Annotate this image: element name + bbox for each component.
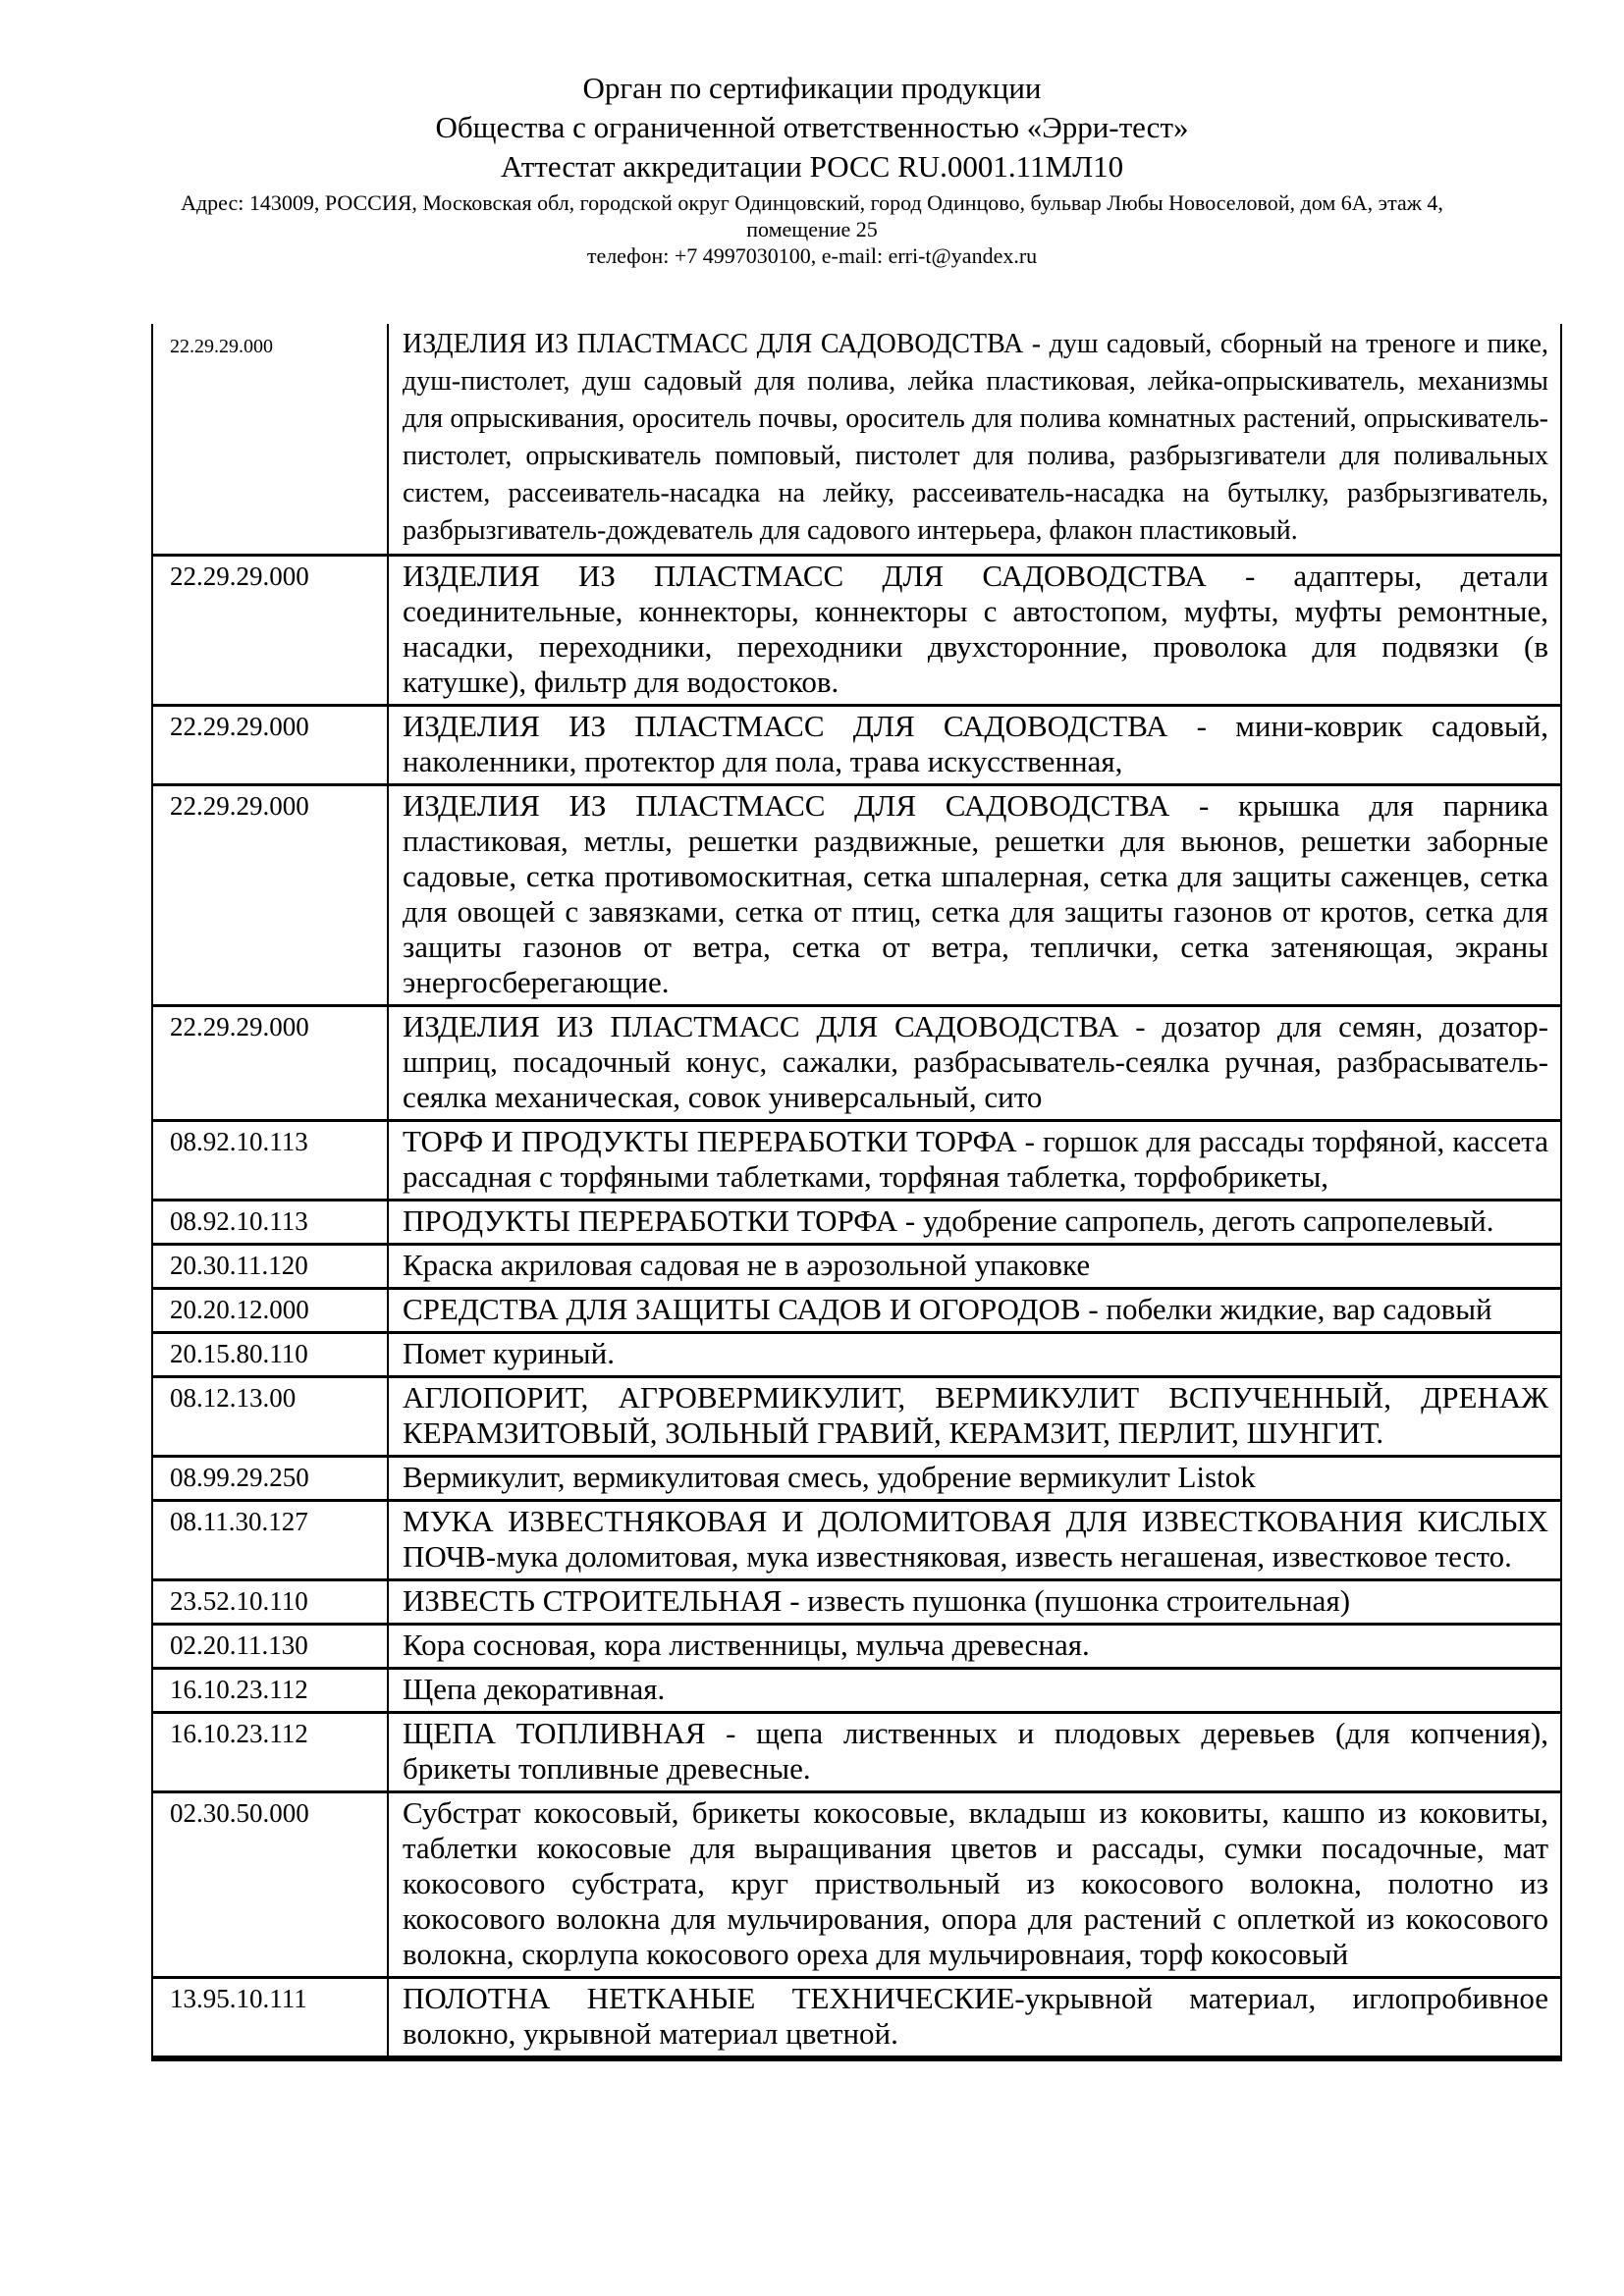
product-code-cell: 08.92.10.113 [152, 1121, 388, 1201]
table-row [152, 1121, 1561, 1201]
table-row [152, 1669, 1561, 1713]
table-row [152, 1792, 1561, 1978]
header-attestation-line: Аттестат аккредитации РОСС RU.0001.11МЛ10 [500, 149, 1124, 184]
table-row [152, 556, 1561, 706]
product-code-cell: 02.30.50.000 [152, 1792, 388, 1978]
table-row [152, 1289, 1561, 1333]
product-description-cell: ИЗДЕЛИЯ ИЗ ПЛАСТМАСС ДЛЯ САДОВОДСТВА - дозатор для семян, дозатор-шприц, посадочный конус, сажалки, разбрасыватель-сеялка ручная, разбрасыватель-сеялка механическая, совок универсальный, сито [388, 1006, 1561, 1121]
table-row [152, 324, 1561, 556]
product-description-cell: ТОРФ И ПРОДУКТЫ ПЕРЕРАБОТКИ ТОРФА - горшок для рассады торфяной, кассета рассадная с торфяными таблетками, торфяная таблетка, торфобрикеты, [388, 1121, 1561, 1201]
product-code-cell: 22.29.29.000 [152, 556, 388, 706]
header-company-line: Общества с ограниченной ответственностью «Эрри-тест» [435, 110, 1189, 144]
document-header [0, 0, 1624, 269]
product-code-cell: 20.15.80.110 [152, 1333, 388, 1377]
product-description-cell: ИЗДЕЛИЯ ИЗ ПЛАСТМАСС ДЛЯ САДОВОДСТВА - адаптеры, детали соединительные, коннекторы, коннекторы с автостопом, муфты, муфты ремонтные, насадки, переходники, переходники двухсторонние, проволока для подвязки (в катушке), фильтр для водостоков. [388, 556, 1561, 706]
table-row [152, 1978, 1561, 2059]
product-description-cell: Кора сосновая, кора лиственницы, мульча древесная. [388, 1625, 1561, 1669]
product-code-cell: 02.20.11.130 [152, 1625, 388, 1669]
product-description-cell: МУКА ИЗВЕСТНЯКОВАЯ И ДОЛОМИТОВАЯ ДЛЯ ИЗВЕСТКОВАНИЯ КИСЛЫХ ПОЧВ-мука доломитовая, мука известняковая, известь негашеная, известковое тесто. [388, 1501, 1561, 1580]
header-org-line: Орган по сертификации продукции [582, 71, 1042, 105]
product-code-cell: 16.10.23.112 [152, 1713, 388, 1792]
table-row [152, 1333, 1561, 1377]
table-row [152, 1625, 1561, 1669]
product-code-cell: 20.20.12.000 [152, 1289, 388, 1333]
product-code-cell: 16.10.23.112 [152, 1669, 388, 1713]
table-row [152, 1245, 1561, 1289]
product-description-cell: ИЗВЕСТЬ СТРОИТЕЛЬНАЯ - известь пушонка (пушонка строительная) [388, 1580, 1561, 1625]
table-row [152, 1501, 1561, 1580]
table-row [152, 1006, 1561, 1121]
product-description-cell: ИЗДЕЛИЯ ИЗ ПЛАСТМАСС ДЛЯ САДОВОДСТВА - крышка для парника пластиковая, метлы, решетки раздвижные, решетки для вьюнов, решетки заборные садовые, сетка противомоскитная, сетка шпалерная, сетка для защиты саженцев, сетка для овощей с завязками, сетка от птиц, сетка для защиты газонов от кротов, сетка для защиты газонов от ветра, сетка от ветра, теплички, сетка затеняющая, экраны энергосберегающие. [388, 785, 1561, 1006]
product-code-cell: 22.29.29.000 [152, 324, 388, 556]
table-row [152, 1713, 1561, 1792]
product-description-cell: ИЗДЕЛИЯ ИЗ ПЛАСТМАСС ДЛЯ САДОВОДСТВА - мини-коврик садовый, наколенники, протектор для пола, трава искусственная, [388, 706, 1561, 785]
product-description-cell: ПОЛОТНА НЕТКАНЫЕ ТЕХНИЧЕСКИЕ-укрывной материал, иглопробивное волокно, укрывной материал цветной. [388, 1978, 1561, 2059]
product-description-cell: АГЛОПОРИТ, АГРОВЕРМИКУЛИТ, ВЕРМИКУЛИТ ВСПУЧЕННЫЙ, ДРЕНАЖ КЕРАМЗИТОВЫЙ, ЗОЛЬНЫЙ ГРАВИЙ, КЕРАМЗИТ, ПЕРЛИТ, ШУНГИТ. [388, 1377, 1561, 1457]
header-address: Адрес: 143009, РОССИЯ, Московская обл, городской округ Одинцовский, город Одинцово, бульвар Любы Новоселовой, дом 6А, этаж 4, помещение 25 [181, 190, 1443, 241]
product-description-cell: Щепа декоративная. [388, 1669, 1561, 1713]
product-code-cell: 08.12.13.00 [152, 1377, 388, 1457]
product-code-cell: 08.92.10.113 [152, 1201, 388, 1245]
table-row [152, 1580, 1561, 1625]
product-description-cell: ЩЕПА ТОПЛИВНАЯ - щепа лиственных и плодовых деревьев (для копчения), брикеты топливные древесные. [388, 1713, 1561, 1792]
product-code-cell: 08.99.29.250 [152, 1457, 388, 1501]
table-row [152, 1201, 1561, 1245]
table-row [152, 1377, 1561, 1457]
product-code-cell: 22.29.29.000 [152, 1006, 388, 1121]
product-description-cell: Помет куриный. [388, 1333, 1561, 1377]
product-description-cell: Краска акриловая садовая не в аэрозольной упаковке [388, 1245, 1561, 1289]
header-phone: телефон: +7 4997030100, e-mail: erri-t@yandex.ru [586, 243, 1038, 268]
product-code-cell: 22.29.29.000 [152, 785, 388, 1006]
product-description-cell: ПРОДУКТЫ ПЕРЕРАБОТКИ ТОРФА - удобрение сапропель, деготь сапропелевый. [388, 1201, 1561, 1245]
product-description-cell: ИЗДЕЛИЯ ИЗ ПЛАСТМАСС ДЛЯ САДОВОДСТВА - душ садовый, сборный на треноге и пике, душ-пистолет, душ садовый для полива, лейка пластиковая, лейка-опрыскиватель, механизмы для опрыскивания, ороситель почвы, ороситель для полива комнатных растений, опрыскиватель-пистолет, опрыскиватель помповый, пистолет для полива, разбрызгиватели для поливальных систем, рассеиватель-насадка на лейку, рассеиватель-насадка на бутылку, разбрызгиватель, разбрызгиватель-дождеватель для садового интерьера, флакон пластиковый. [403, 329, 1548, 546]
table-row [152, 785, 1561, 1006]
product-code-cell: 20.30.11.120 [152, 1245, 388, 1289]
product-description-cell: СРЕДСТВА ДЛЯ ЗАЩИТЫ САДОВ И ОГОРОДОВ - побелки жидкие, вар садовый [388, 1289, 1561, 1333]
product-description-cell: Субстрат кокосовый, брикеты кокосовые, вкладыш из коковиты, кашпо из коковиты, таблетки кокосовые для выращивания цветов и рассады, сумки посадочные, мат кокосового субстрата, круг приствольный из кокосового волокна, полотно из кокосового волокна для мульчирования, опора для растений с оплеткой из кокосового волокна, скорлупа кокосового ореха для мульчировнаия, торф кокосовый [388, 1792, 1561, 1978]
product-code-cell: 23.52.10.110 [152, 1580, 388, 1625]
product-code-cell: 13.95.10.111 [152, 1978, 388, 2059]
table-row [152, 706, 1561, 785]
table-row [152, 1457, 1561, 1501]
product-code-cell: 22.29.29.000 [152, 706, 388, 785]
product-description-cell: Вермикулит, вермикулитовая смесь, удобрение вермикулит Listok [388, 1457, 1561, 1501]
product-code-cell: 08.11.30.127 [152, 1501, 388, 1580]
products-table-body [152, 324, 1561, 2058]
products-table [151, 324, 1562, 2061]
